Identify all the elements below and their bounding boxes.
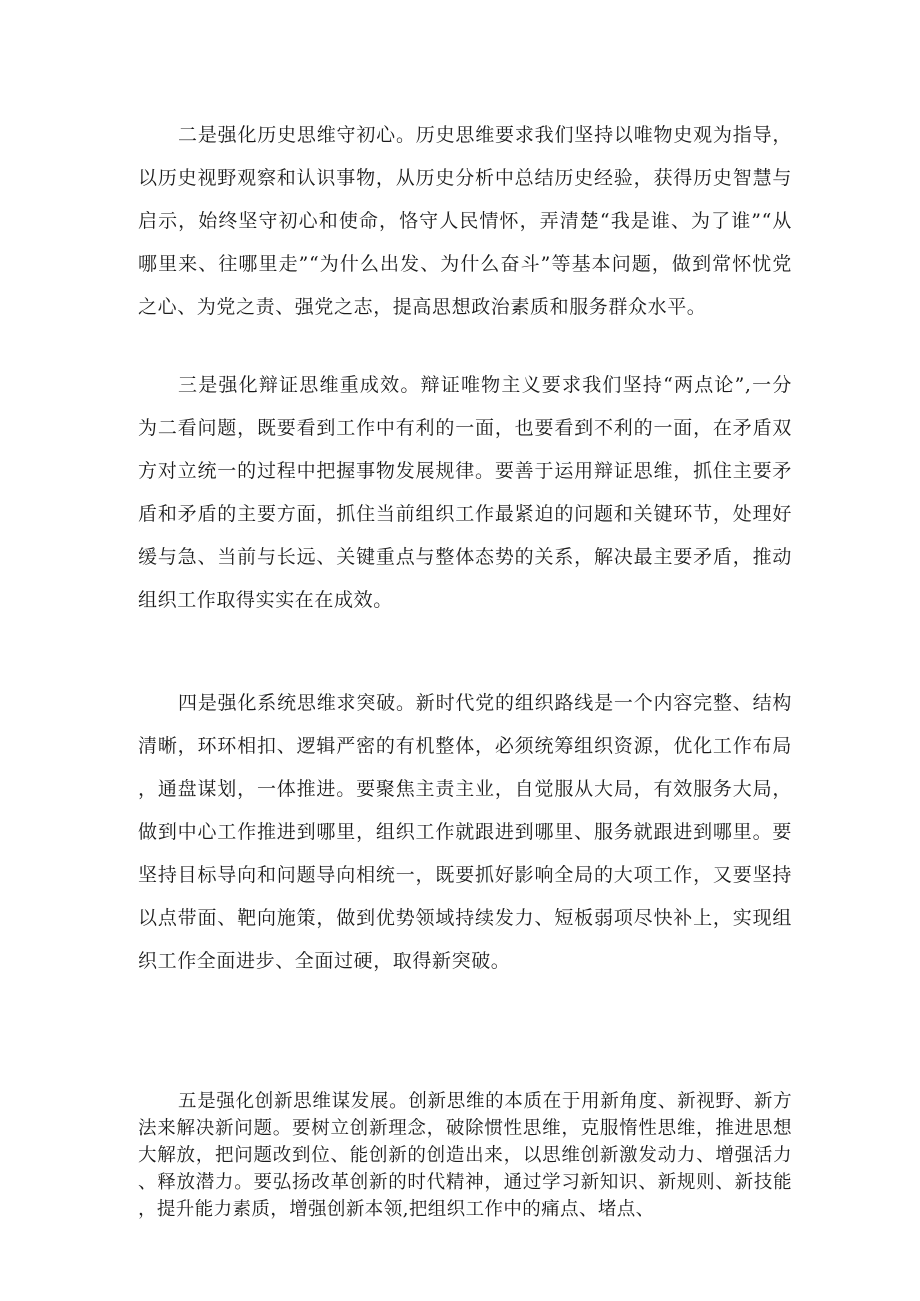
paragraph-innovative-thinking: 五是强化创新思维谋发展。创新思维的本质在于用新角度、新视野、新方法来解决新问题。要树立创新理念，破除惯性思维，克服惰性思维，推进思想大解放，把问题改到位、能创新的创造出来，以思维创新激发动力、增强活力、释放潜力。要弘扬改革创新的时代精神，通过学习新知识、新规则、新技能，提升能力素质，增强创新本领,把组织工作中的痛点、堵点、 [138, 1091, 792, 1220]
paragraph-history-thinking: 二是强化历史思维守初心。历史思维要求我们坚持以唯物史观为指导，以历史视野观察和认识事物，从历史分析中总结历史经验，获得历史智慧与启示，始终坚守初心和使命，恪守人民情怀，弄清楚“我是谁、为了谁”“从哪里来、往哪里走”“为什么出发、为什么奋斗”等基本问题，做到常怀忧党之心、为党之责、强党之志，提高思想政治素质和服务群众水平。 [138, 124, 792, 318]
paragraph-systems-thinking: 四是强化系统思维求突破。新时代党的组织路线是一个内容完整、结构清晰，环环相扣、逻辑严密的有机整体，必须统筹组织资源，优化工作布局，通盘谋划，一体推进。要聚焦主责主业，自觉服从大局，有效服务大局，做到中心工作推进到哪里，组织工作就跟进到哪里、服务就跟进到哪里。要坚持目标导向和问题导向相统一，既要抓好影响全局的大项工作，又要坚持以点带面、靶向施策，做到优势领域持续发力、短板弱项尽快补上，实现组织工作全面进步、全面过硬，取得新突破。 [138, 692, 792, 972]
paragraph-dialectical-thinking: 三是强化辩证思维重成效。辩证唯物主义要求我们坚持“两点论”,一分为二看问题，既要看到工作中有利的一面，也要看到不利的一面，在矛盾双方对立统一的过程中把握事物发展规律。要善于运用辩证思维，抓住主要矛盾和矛盾的主要方面，抓住当前组织工作最紧迫的问题和关键环节，处理好缓与急、当前与长远、关键重点与整体态势的关系，解决最主要矛盾，推动组织工作取得实实在在成效。 [138, 374, 792, 611]
